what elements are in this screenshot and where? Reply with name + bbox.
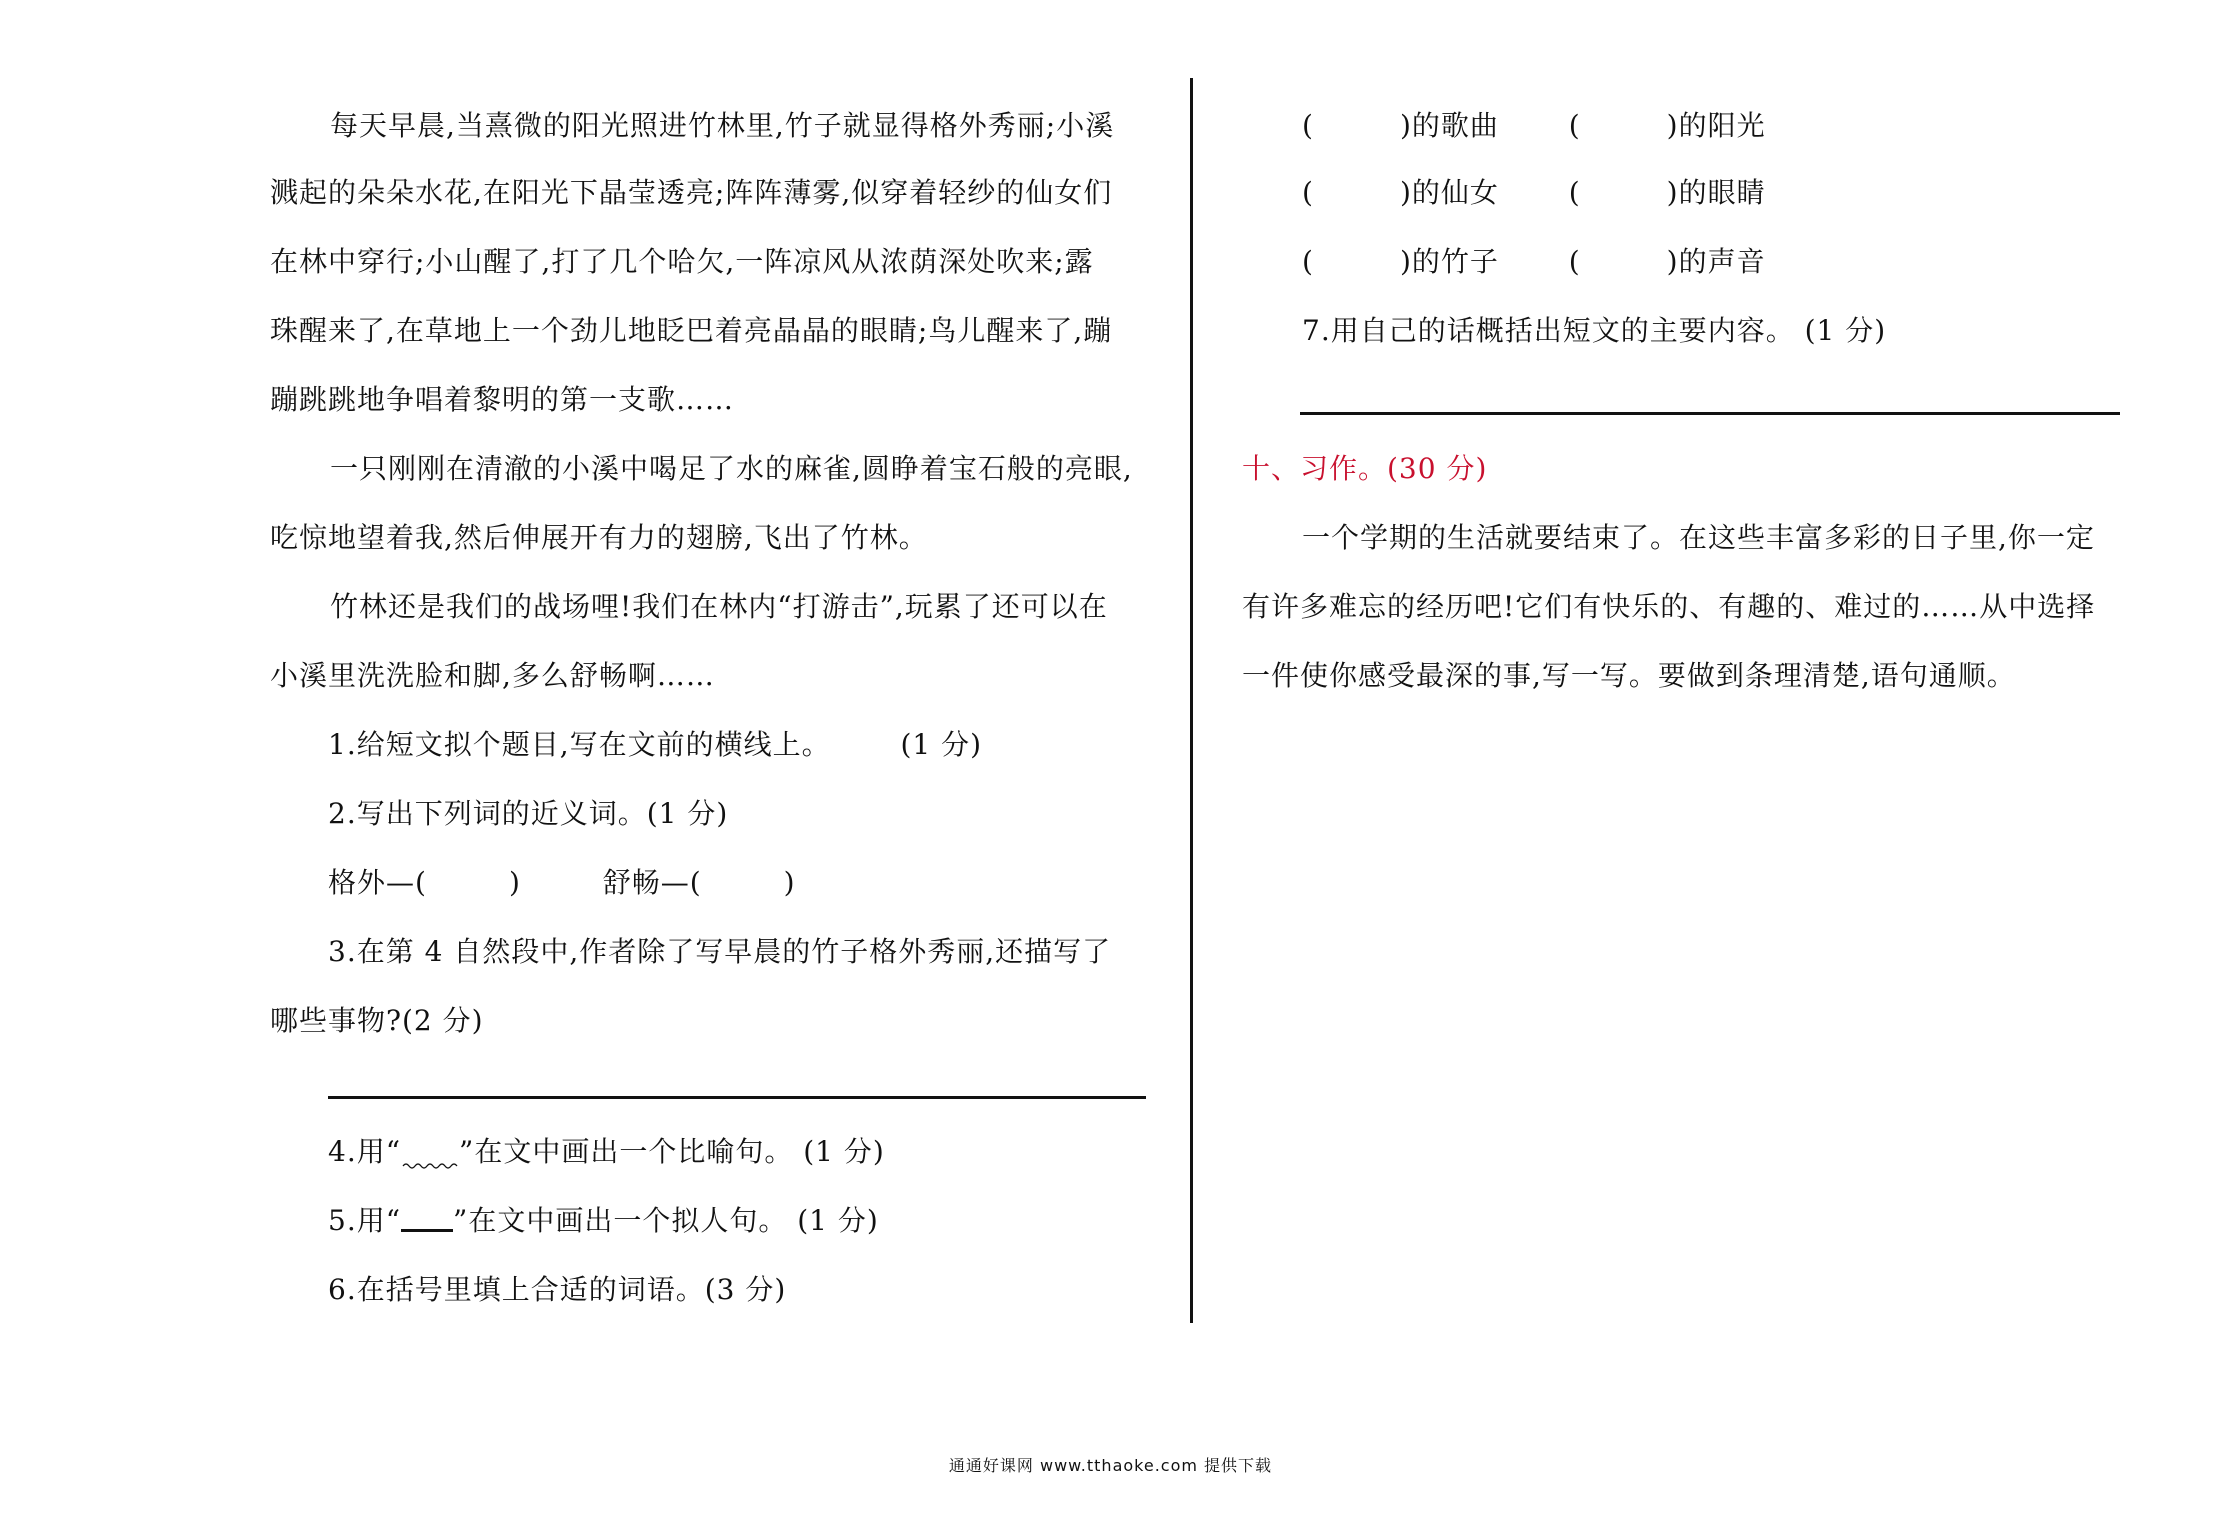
question-2-blanks <box>328 863 796 903</box>
question-1 <box>328 725 982 765</box>
essay-line3: 一件使你感受最深的事,写一写。要做到条理清楚,语句通顺。 <box>1242 659 2016 692</box>
q4-prefix: 4.用“ <box>328 1135 402 1168</box>
question-4 <box>328 1132 885 1172</box>
q2-word1: 格外—( <box>328 866 427 899</box>
question-1-score: (1 分) <box>900 728 983 761</box>
question-6: 6.在括号里填上合适的词语。(3 分) <box>328 1273 787 1306</box>
fill-2-word: 的阳光 <box>1678 109 1766 142</box>
fill-4-close: ) <box>1666 176 1679 209</box>
essay-line1: 一个学期的生活就要结束了。在这些丰富多彩的日子里,你一定 <box>1302 521 2095 554</box>
question-7-answer-line[interactable] <box>1300 412 2120 415</box>
fill-3-close: ) <box>1399 176 1412 209</box>
fill-2-close: ) <box>1666 109 1679 142</box>
question-5 <box>328 1201 879 1241</box>
fill-5-word: 的竹子 <box>1411 245 1499 278</box>
fill-6-open: ( <box>1568 245 1581 278</box>
passage-p1-line2: 溅起的朵朵水花,在阳光下晶莹透亮;阵阵薄雾,似穿着轻纱的仙女们 <box>270 176 1113 209</box>
fill-1-close: ) <box>1399 109 1412 142</box>
q2-close1: ) <box>508 866 521 899</box>
straight-underline-icon <box>401 1209 453 1232</box>
fill-4-word: 的眼睛 <box>1678 176 1766 209</box>
fill-4-open: ( <box>1568 176 1581 209</box>
q4-suffix: ”在文中画出一个比喻句。 (1 分) <box>459 1135 885 1168</box>
fill-3-open: ( <box>1302 176 1314 209</box>
fill-row-1 <box>1302 106 1766 146</box>
question-7: 7.用自己的话概括出短文的主要内容。 (1 分) <box>1302 314 1887 347</box>
passage-p1-line5: 蹦跳跳地争唱着黎明的第一支歌…… <box>270 383 735 416</box>
passage-p3-line2: 小溪里洗洗脸和脚,多么舒畅啊…… <box>270 659 715 692</box>
fill-1-word: 的歌曲 <box>1411 109 1499 142</box>
q5-suffix: ”在文中画出一个拟人句。 (1 分) <box>453 1204 879 1237</box>
section-ten-heading: 十、习作。(30 分) <box>1242 452 1488 485</box>
fill-3-word: 的仙女 <box>1411 176 1499 209</box>
essay-line2: 有许多难忘的经历吧!它们有快乐的、有趣的、难过的……从中选择 <box>1242 590 2096 623</box>
fill-row-2 <box>1302 173 1766 213</box>
fill-5-close: ) <box>1399 245 1412 278</box>
q2-word2: 舒畅—( <box>602 866 702 899</box>
fill-6-word: 的声音 <box>1678 245 1766 278</box>
fill-5-open: ( <box>1302 245 1314 278</box>
passage-p2-line1: 一只刚刚在清澈的小溪中喝足了水的麻雀,圆睁着宝石般的亮眼, <box>330 452 1133 485</box>
question-3-answer-line[interactable] <box>328 1096 1146 1099</box>
passage-p3-line1: 竹林还是我们的战场哩!我们在林内“打游击”,玩累了还可以在 <box>330 590 1108 623</box>
column-divider <box>1190 78 1193 1323</box>
fill-row-3 <box>1302 242 1766 282</box>
passage-p2-line2: 吃惊地望着我,然后伸展开有力的翅膀,飞出了竹林。 <box>270 521 928 554</box>
q5-prefix: 5.用“ <box>328 1204 402 1237</box>
question-3-line1: 3.在第 4 自然段中,作者除了写早晨的竹子格外秀丽,还描写了 <box>328 935 1112 968</box>
footer-credit: 通通好课网 www.tthaoke.com 提供下载 <box>948 1456 1273 1475</box>
fill-2-open: ( <box>1568 109 1581 142</box>
question-2: 2.写出下列词的近义词。(1 分) <box>328 797 729 830</box>
question-3-line2: 哪些事物?(2 分) <box>270 1004 484 1037</box>
wavy-underline-icon <box>401 1158 459 1170</box>
passage-p1-line3: 在林中穿行;小山醒了,打了几个哈欠,一阵凉风从浓荫深处吹来;露 <box>270 245 1094 278</box>
question-1-text: 1.给短文拟个题目,写在文前的横线上。 <box>328 728 831 761</box>
passage-p1-line4: 珠醒来了,在草地上一个劲儿地眨巴着亮晶晶的眼睛;鸟儿醒来了,蹦 <box>270 314 1113 347</box>
fill-6-close: ) <box>1666 245 1679 278</box>
fill-1-open: ( <box>1302 109 1314 142</box>
passage-p1-line1: 每天早晨,当熹微的阳光照进竹林里,竹子就显得格外秀丽;小溪 <box>330 109 1115 142</box>
q2-close2: ) <box>783 866 796 899</box>
